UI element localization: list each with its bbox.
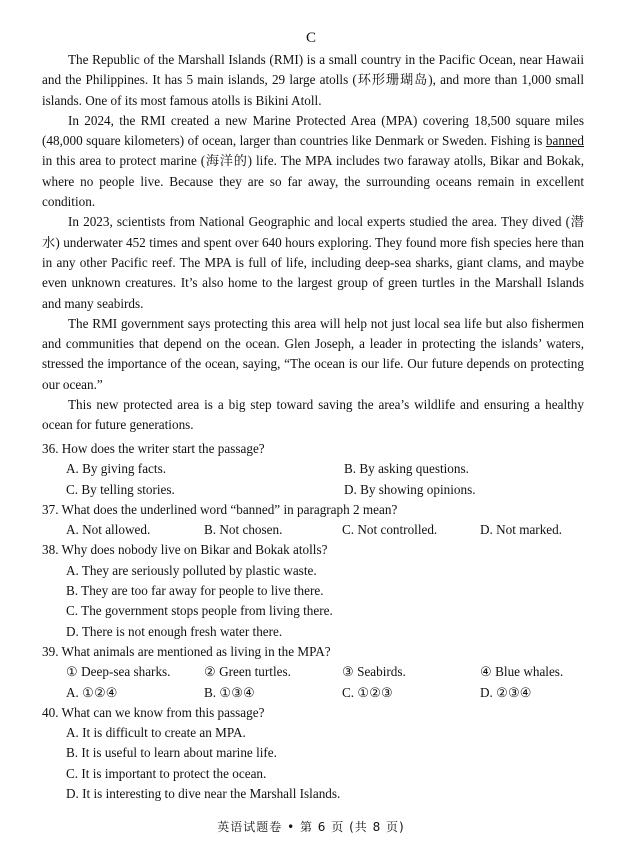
question-37-stem: 37. What does the underlined word “banned” in paragraph 2 mean?	[42, 501, 398, 517]
question-39-stem: 39. What animals are mentioned as living in the MPA?	[42, 643, 331, 659]
underlined-word-banned: banned	[545, 133, 584, 149]
reading-passage	[42, 50, 584, 436]
option-37-a: A. Not allowed.	[66, 522, 151, 538]
option-40-a: A. It is difficult to create an MPA.	[66, 725, 246, 741]
question-38-options	[42, 561, 584, 642]
paragraph-3: In 2023, scientists from National Geographic and local experts studied the area. They dived (潜水) underwater 452 times and spent over 640 hours exploring. They found more fish species here than in any other Pacific reef. The MPA is full of life, including deep-sea sharks, giant clams, and maybe even unknown creatures. It’s also home to the largest group of green turtles in the Marshall Islands and many seabirds.	[42, 214, 584, 311]
paragraph-2-part-2: in this area to protect marine (海洋的) life. The MPA includes two faraway atolls, Bikar and Bokak, where no people live. Because they are so far away, the surrounding oceans remain in excellent condition.	[42, 153, 584, 210]
item-39-1: ① Deep-sea sharks.	[66, 664, 171, 680]
page-footer: 英语试题卷 • 第 6 页 (共 8 页)	[217, 820, 405, 834]
paragraph-2	[42, 111, 584, 212]
option-36-c: C. By telling stories.	[66, 481, 175, 497]
question-36-stem: 36. How does the writer start the passage?	[42, 441, 265, 456]
option-39-a: A. ①②④	[66, 684, 118, 700]
item-39-4: ④ Blue whales.	[480, 664, 564, 680]
item-39-2: ② Green turtles.	[204, 664, 291, 680]
question-39-items	[42, 662, 584, 682]
section-letter: C	[305, 30, 316, 46]
question-40-stem: 40. What can we know from this passage?	[42, 704, 265, 720]
option-39-b: B. ①③④	[204, 684, 255, 700]
option-39-d: D. ②③④	[480, 684, 532, 700]
question-37	[42, 500, 584, 541]
question-40	[42, 703, 584, 804]
question-list	[42, 439, 584, 804]
question-36	[42, 439, 584, 500]
paragraph-2-part-1: In 2024, the RMI created a new Marine Protected Area (MPA) covering 18,500 square miles (48,000 square kilometers) of ocean, larger than countries like Denmark or Sweden. Fishing is	[42, 112, 584, 149]
option-38-d: D. There is not enough fresh water there.	[66, 623, 283, 639]
option-40-c: C. It is important to protect the ocean.	[66, 765, 267, 781]
paragraph-5: This new protected area is a big step toward saving the area’s wildlife and ensuring a healthy ocean for future generations.	[42, 397, 584, 433]
question-39-options	[42, 683, 584, 703]
paragraph-1: The Republic of the Marshall Islands (RMI) is a small country in the Pacific Ocean, near Hawaii and the Philippines. It has 5 main islands, 29 large atolls (环形珊瑚岛), and more than 1,000 small islands. One of its most famous atolls is Bikini Atoll.	[42, 52, 584, 108]
option-36-b: B. By asking questions.	[344, 461, 469, 477]
question-40-options	[42, 723, 584, 804]
option-38-c: C. The government stops people from living there.	[66, 603, 333, 619]
question-36-options	[42, 459, 584, 500]
question-38-stem: 38. Why does nobody live on Bikar and Bokak atolls?	[42, 542, 328, 558]
option-37-d: D. Not marked.	[480, 522, 563, 538]
option-37-b: B. Not chosen.	[204, 522, 283, 538]
question-39	[42, 642, 584, 703]
option-38-b: B. They are too far away for people to live there.	[66, 583, 324, 599]
option-37-c: C. Not controlled.	[342, 522, 438, 538]
option-36-d: D. By showing opinions.	[344, 481, 476, 497]
question-37-options	[42, 520, 584, 540]
option-40-d: D. It is interesting to dive near the Marshall Islands.	[66, 786, 341, 802]
option-38-a: A. They are seriously polluted by plastic waste.	[66, 562, 317, 578]
paragraph-4: The RMI government says protecting this area will help not just local sea life but also fishermen and communities that depend on the ocean. Glen Joseph, a leader in protecting the islands’ waters, stressed the importance of the ocean, saying, “The ocean is our life. Our future depends on protecting our ocean.”	[42, 315, 584, 392]
question-38	[42, 540, 584, 641]
option-36-a: A. By giving facts.	[66, 461, 166, 477]
item-39-3: ③ Seabirds.	[342, 664, 406, 680]
option-39-c: C. ①②③	[342, 684, 393, 700]
option-40-b: B. It is useful to learn about marine life.	[66, 745, 277, 761]
